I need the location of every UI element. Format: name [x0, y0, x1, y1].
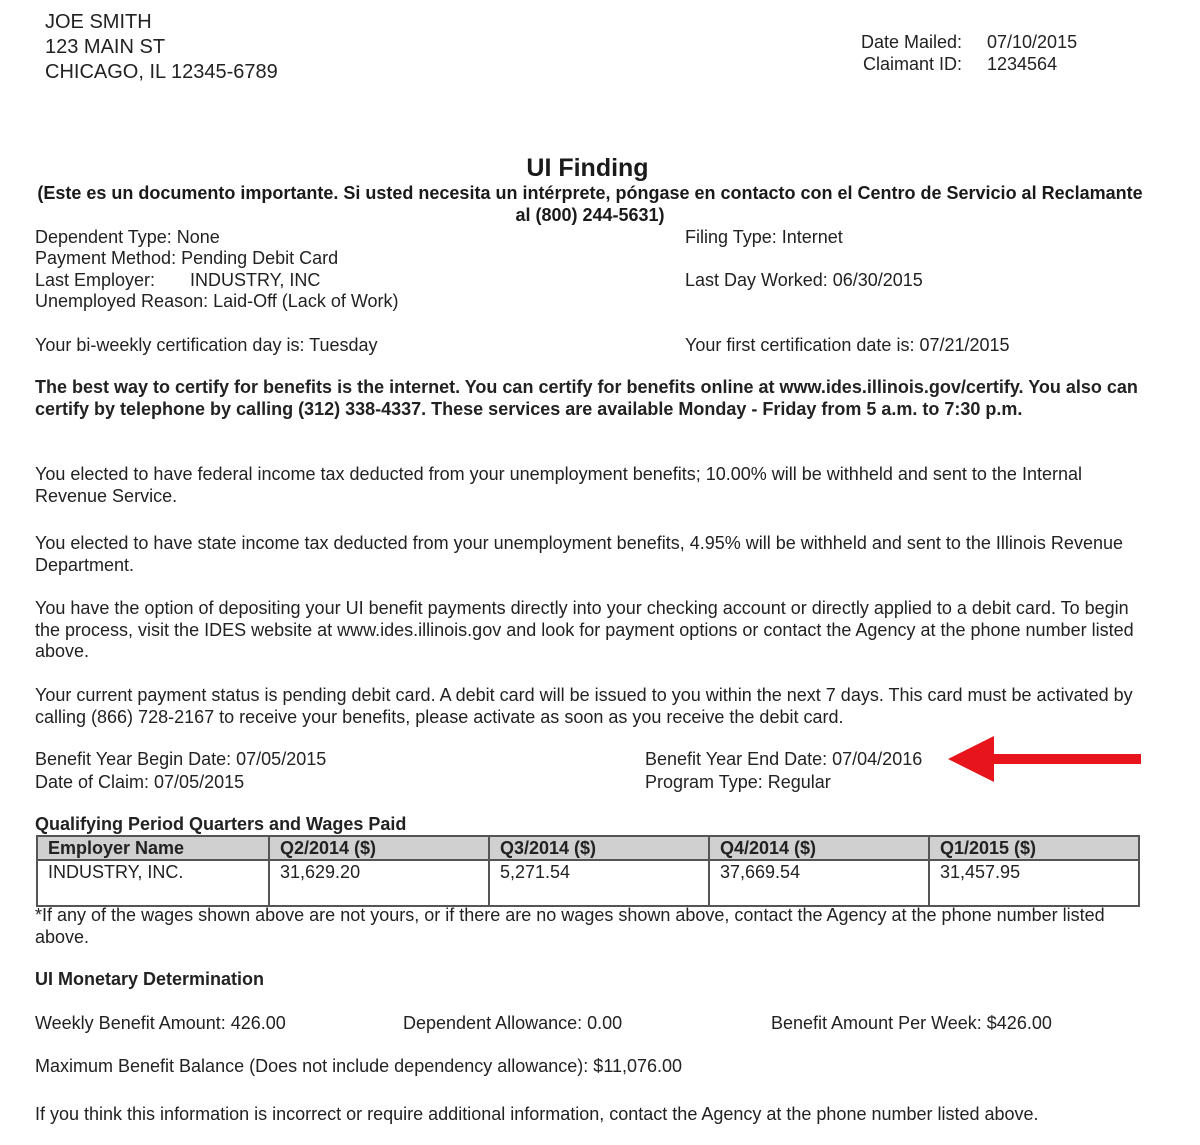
certification-day: Your bi-weekly certification day is: Tuesday — [35, 335, 378, 355]
date-mailed-value: 07/10/2015 — [987, 32, 1078, 52]
wages-footnote: *If any of the wages shown above are not yours, or if there are no wages shown above, contact the Agency at the phone number listed above. — [35, 905, 1105, 947]
column-header-q3-2014: Q3/2014 ($) — [489, 836, 709, 860]
recipient-city: CHICAGO, IL 12345-6789 — [45, 61, 278, 83]
filing-type: Filing Type: Internet — [685, 227, 843, 247]
date-mailed-label: Date Mailed: — [861, 32, 963, 52]
payment-method: Payment Method: Pending Debit Card — [35, 248, 339, 268]
wage-cell-q3-2014: 5,271.54 — [489, 860, 709, 906]
payment-status-paragraph: Your current payment status is pending debit card. A debit card will be issued to you within the next 7 days. This card must be activated by calling (866) 728-2167 to receive your benefits, please activate as soon as you receive the debit card. — [35, 685, 1133, 727]
last-employer-value: INDUSTRY, INC — [190, 270, 321, 290]
employer-name-cell: INDUSTRY, INC. — [37, 860, 269, 906]
arrow-left-icon — [948, 736, 1144, 782]
closing-note: If you think this information is incorrect or require additional information, contact the Agency at the phone number listed above. — [35, 1104, 1039, 1124]
federal-tax-paragraph: You elected to have federal income tax deducted from your unemployment benefits; 10.00% will be withheld and sent to the Internal Revenue Service. — [35, 464, 1082, 506]
column-header-q2-2014: Q2/2014 ($) — [269, 836, 489, 860]
last-day-worked: Last Day Worked: 06/30/2015 — [685, 270, 923, 290]
column-header-q1-2015: Q1/2015 ($) — [929, 836, 1139, 860]
table-row — [37, 860, 1139, 906]
wages-table — [36, 835, 1140, 907]
spanish-notice: (Este es un documento importante. Si usted necesita un intérprete, póngase en contacto con el Centro de Servicio al Reclamante al (800) 244-5631) — [37, 183, 1143, 225]
benefit-year-end: Benefit Year End Date: 07/04/2016 — [645, 749, 923, 769]
date-of-claim: Date of Claim: 07/05/2015 — [35, 772, 245, 792]
first-certification-date: Your first certification date is: 07/21/2015 — [685, 335, 1010, 355]
wages-header-row — [37, 836, 1139, 860]
wage-cell-q4-2014: 37,669.54 — [709, 860, 929, 906]
wage-cell-q2-2014: 31,629.20 — [269, 860, 489, 906]
claimant-id-label: Claimant ID: — [863, 54, 963, 74]
certify-paragraph: The best way to certify for benefits is the internet. You can certify for benefits online at www.ides.illinois.gov/certify. You also can certify by telephone by calling (312) 338-4337. These services are available Monday - Friday from 5 a.m. to 7:30 p.m. — [35, 377, 1138, 419]
dependent-type: Dependent Type: None — [35, 227, 220, 247]
document-title: UI Finding — [526, 154, 649, 182]
recipient-street: 123 MAIN ST — [45, 36, 166, 58]
last-employer-label: Last Employer: — [35, 270, 156, 290]
dependent-allowance: Dependent Allowance: 0.00 — [403, 1013, 623, 1033]
weekly-benefit-amount: Weekly Benefit Amount: 426.00 — [35, 1013, 286, 1033]
benefit-amount-per-week: Benefit Amount Per Week: $426.00 — [771, 1013, 1052, 1033]
claimant-id-value: 1234564 — [987, 54, 1058, 74]
maximum-benefit-balance: Maximum Benefit Balance (Does not include dependency allowance): $11,076.00 — [35, 1056, 683, 1076]
deposit-option-paragraph: You have the option of depositing your UI benefit payments directly into your checking account or directly applied to a debit card. To begin the process, visit the IDES website at www.ides.illinois.gov and look for payment options or contact the Agency at the phone number listed above. — [35, 598, 1134, 661]
benefit-year-begin: Benefit Year Begin Date: 07/05/2015 — [35, 749, 327, 769]
state-tax-paragraph: You elected to have state income tax deducted from your unemployment benefits, 4.95% will be withheld and sent to the Illinois Revenue Department. — [35, 533, 1123, 575]
column-header-employer: Employer Name — [37, 836, 269, 860]
recipient-name: JOE SMITH — [45, 11, 152, 33]
program-type: Program Type: Regular — [645, 772, 831, 792]
wage-cell-q1-2015: 31,457.95 — [929, 860, 1139, 906]
monetary-heading: UI Monetary Determination — [35, 969, 265, 989]
wages-heading: Qualifying Period Quarters and Wages Paid — [35, 814, 407, 834]
column-header-q4-2014: Q4/2014 ($) — [709, 836, 929, 860]
unemployed-reason: Unemployed Reason: Laid-Off (Lack of Work) — [35, 291, 399, 311]
